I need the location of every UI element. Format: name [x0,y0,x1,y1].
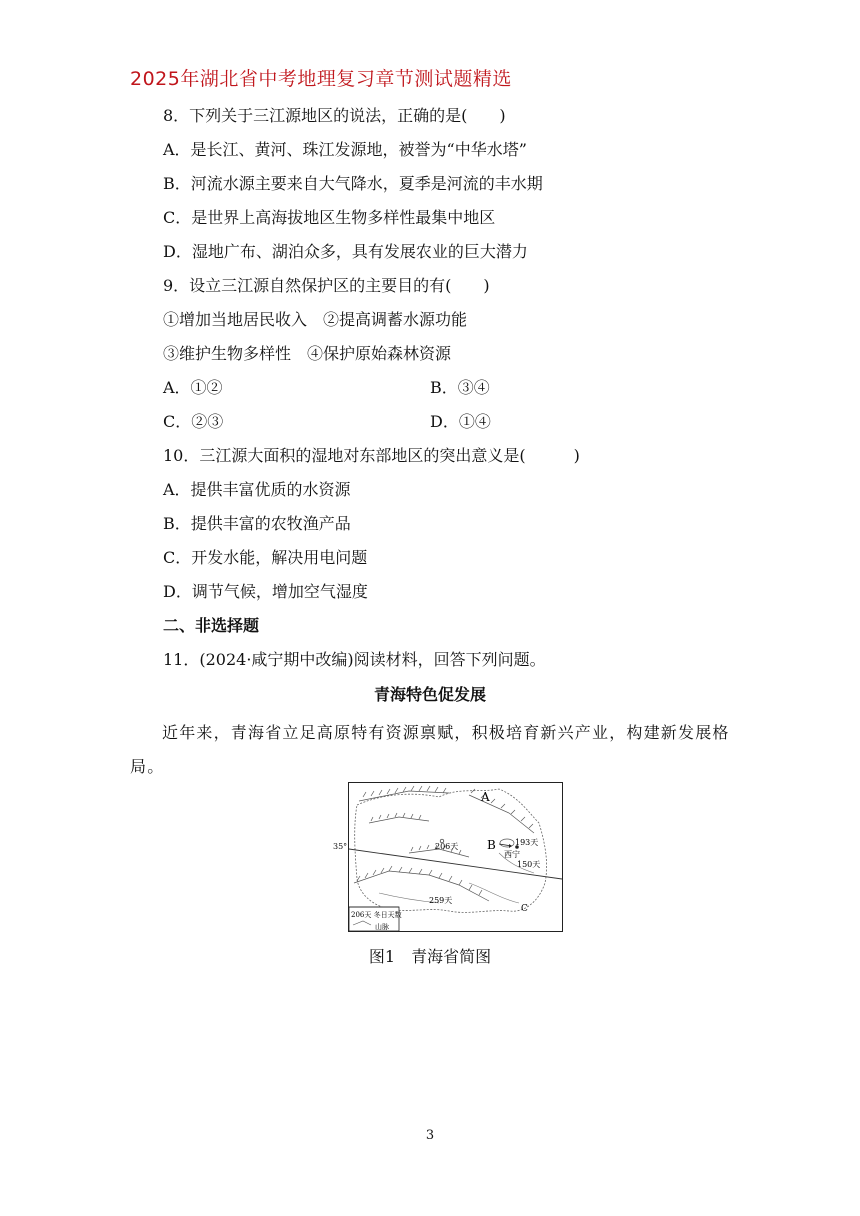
material-title: 青海特色促发展 [373,685,486,704]
map-latitude-label: 35° [333,842,348,851]
question-8-option-c: C．是世界上高海拔地区生物多样性最集中地区 [163,208,496,227]
question-10-option-b: B．提供丰富的农牧渔产品 [163,514,351,533]
question-11-stem: 11．(2024·咸宁期中改编)阅读材料，回答下列问题。 [163,650,546,669]
question-9-option-d: D．①④ [430,412,491,431]
question-8-stem: 8．下列关于三江源地区的说法，正确的是( ) [163,106,506,125]
map-label-b: B [487,838,496,852]
question-10-option-d: D．调节气候，增加空气湿度 [163,582,368,601]
question-10-option-a: A．提供丰富优质的水资源 [163,480,351,499]
question-8-option-d: D．湿地广布、湖泊众多，具有发展农业的巨大潜力 [163,242,528,261]
map-label-xining: 西宁 [504,850,520,859]
map-label-193-days: 193天 [515,838,539,847]
map-label-150-days: 150天 [517,860,541,869]
legend-mountain: 山脉 [375,923,389,931]
question-9-option-a: A．①② [163,378,223,397]
page-number: 3 [425,1128,435,1143]
question-9-option-c: C．②③ [163,412,224,431]
question-9-statements-2: ③维护生物多样性 ④保护原始森林资源 [163,344,452,363]
figure-caption: 图1 青海省简图 [368,947,492,966]
question-9-statements-1: ①增加当地居民收入 ②提高调蓄水源功能 [163,310,468,329]
question-9-stem: 9．设立三江源自然保护区的主要目的有( ) [163,276,490,295]
map-label-c: C [521,904,528,914]
map-label-259-days: 259天 [429,896,453,905]
question-10-option-c: C．开发水能，解决用电问题 [163,548,368,567]
question-8-option-b: B．河流水源主要来自大气降水，夏季是河流的丰水期 [163,174,543,193]
qinghai-map [348,782,563,932]
question-10-stem: 10．三江源大面积的湿地对东部地区的突出意义是( ) [163,446,580,465]
legend-days: 206天 冬日天数 [351,911,402,919]
question-8-option-a: A．是长江、黄河、珠江发源地，被誉为“中华水塔” [163,140,527,159]
section-title-nonchoice: 二、非选择题 [163,616,260,635]
map-label-206-days: 206天 [435,842,459,851]
document-header-title: 2025年湖北省中考地理复习章节测试题精选 [130,68,512,90]
question-9-option-b: B．③④ [430,378,490,397]
map-label-a: A [481,790,490,804]
material-paragraph: 近年来，青海省立足高原特有资源禀赋，积极培育新兴产业，构建新发展格局。 [130,723,730,776]
